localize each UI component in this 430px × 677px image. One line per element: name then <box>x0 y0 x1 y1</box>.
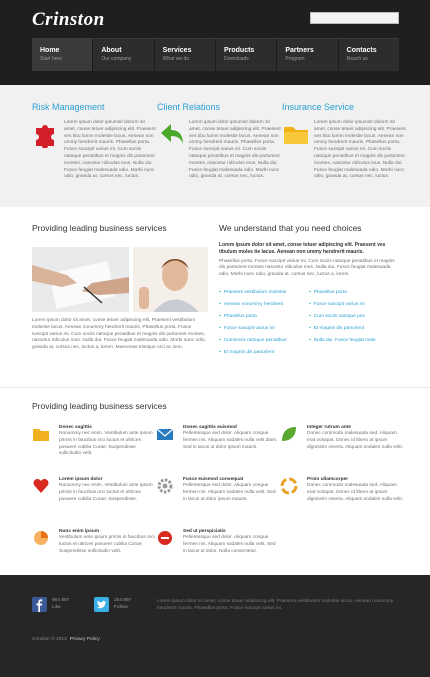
service-item <box>280 477 404 524</box>
nav-about[interactable] <box>93 39 154 71</box>
service-item <box>156 425 280 472</box>
feature-title[interactable]: Client Relations <box>157 102 221 112</box>
facebook-icon <box>32 597 47 612</box>
feature-text: Lorem ipsum dolor ipsumsit dolorm sit amet, conse tetuer adipiscing elit. Praesent ves tibu lumm molestie lacus. Aenean non ummy hendrerit mauris. Phasellus porta. Fusce suscipit varius mi. Cum sociis natoque penatibus et magnis dis parturient montes, nascetur ridiculus mus. Nulla dui. Fusce feugiat malesuada odio. Morbi nunc odio, gravida at, cursus nec, luctus. <box>314 120 406 180</box>
nav-title: Products <box>223 47 255 54</box>
service-text: Pellentesque sed dolor. Aliquam congue fermen nis. Aliquam sodales nulla velit diam. Sed in lacus ut dolor ipsum mauris. <box>183 431 278 450</box>
copyright <box>32 637 100 642</box>
list-item[interactable]: • Nulla dui. Fusce feugiat male <box>309 337 376 343</box>
nav-title: Partners <box>285 47 314 54</box>
feature-title[interactable]: Insurance Service <box>282 102 355 112</box>
list-item[interactable]: • Praesent vestibulum molestie <box>219 289 287 295</box>
leaf-icon <box>280 425 298 443</box>
heart-icon <box>32 477 50 495</box>
portrait-image <box>133 247 208 312</box>
section-title: Providing leading business services <box>32 401 167 411</box>
service-text: Pellentesque sed dolor. Aliquam congue fermen nis. Aliquam sodales nulla velit. Sed in lacus ut dolor. Nulla consectetur. <box>183 535 276 554</box>
nav-title: Services <box>162 47 192 54</box>
nav-sub: Downloads <box>223 56 249 62</box>
features-band <box>0 85 430 207</box>
handshake-image <box>32 247 129 312</box>
search-input[interactable] <box>310 12 399 24</box>
main-nav <box>32 38 399 71</box>
feature-insurance <box>282 102 406 207</box>
services-grid <box>32 425 402 576</box>
list-item[interactable]: • Fusce suscipit varius mi <box>219 325 275 331</box>
service-text: Nonummy nec enim. Vestibulum ante ipsum primis in faucibus orci luctus et ultrices posuere cubilia Curae; Suspendisse. <box>59 483 153 502</box>
section-title: Providing leading business services <box>32 223 167 233</box>
service-item <box>32 529 156 576</box>
nav-title: Contacts <box>346 47 377 54</box>
list-item[interactable]: • Et magnis dis parturient <box>309 325 365 331</box>
facebook-link[interactable] <box>32 597 69 612</box>
service-text: Donec commodo malesuada sed. Aliquam erat volutpat. Donec id libero at ipsum dignissim viverra. Aliquam sodales nulla velit. <box>307 483 403 502</box>
nav-products[interactable] <box>216 39 277 71</box>
list-item[interactable]: • Cumsociis natoque penatibus <box>219 337 287 343</box>
service-text: Nonummy nec enim. Vestibulum ante ipsum primis in faucibus orci luctus et ultrices posuere cubilia Curae; Suspendisse sollicitudin velit. <box>59 431 153 457</box>
puzzle-icon <box>32 120 60 148</box>
service-text: Pellentesque sed dolor. Aliquam congue fermen nis. Aliquam sodales nulla velit. Sed in lacus ut dolor ipsum mauris. <box>183 483 276 502</box>
providing-text: Lorem ipsum dolor sit amet, conse tetuer adipiscing elit. Praesent vestibulum molestie lacus. Aenean nonummy hendrerit mauris. Phasellus porta. Fusce suscipit varius mi. Cum sociis natoque penatibus et magnis dis parturient montes, nascetur ridiculus mus. Nulla dui. Fusce feugiat malesuada odio. Morbi nunc odio, gravida at, cursus nec, luctus a, lorem. Maecenas tristique orci ac sem. <box>32 318 206 351</box>
service-item <box>156 529 280 576</box>
service-item <box>156 477 280 524</box>
service-title[interactable]: Donec sagittis <box>59 425 92 430</box>
understand-text: Phasellus porta. Fusce suscipit varius mi. Cum sociis natoque penatibus et magnis dis parturient montes nascetur ridiculus mus. Nulla dui. Fusce feugiat malesuada odio. Morbi nunc odio, gravida at, cursus nec, luctus a, lorem. <box>219 258 395 278</box>
folder-icon <box>32 425 50 443</box>
twitter-label: Follow <box>114 605 128 610</box>
list-item[interactable]: • Cum sociis natoque pen <box>309 313 366 319</box>
nav-title: Home <box>40 47 60 54</box>
service-title[interactable]: Integer rutrum ante <box>307 425 351 430</box>
service-text: Donec commodo malesuada sed. Aliquam erat volutpat. Donec id libero at ipsum dignissim viverra. Aliquam sodales nulla velit. <box>307 431 403 450</box>
service-title[interactable]: Fusce euismod consequat <box>183 477 244 482</box>
nav-sub: Our company <box>101 56 132 62</box>
stop-icon <box>156 529 174 547</box>
feature-title[interactable]: Risk Management <box>32 102 105 112</box>
list-item[interactable]: • Fusce suscipit varius mi <box>309 301 365 307</box>
list-item[interactable]: • Phasellus porta <box>309 289 347 295</box>
footer <box>0 575 430 677</box>
service-title[interactable]: Nunc enim ipsum <box>59 529 99 534</box>
facebook-count: 964 897 <box>52 598 70 603</box>
list-item[interactable]: • Et magnis dis parturient <box>219 349 275 355</box>
folder-icon <box>282 120 310 148</box>
privacy-link[interactable]: Privacy Policy <box>69 637 100 642</box>
list-item[interactable]: • Aenean nonummy hendrerit <box>219 301 283 307</box>
twitter-count: 254 897 <box>114 598 132 603</box>
arrow-icon <box>157 120 185 148</box>
nav-contacts[interactable] <box>339 39 399 71</box>
nav-title: About <box>101 47 122 54</box>
service-text: Vestibulum ante ipsum primis in faucibus orci luctus et ultrices posuere cubilia Curae; Suspendisse sollicitudin velit. <box>59 535 155 554</box>
twitter-link[interactable] <box>94 597 131 612</box>
feature-risk <box>32 102 156 207</box>
feature-text: Lorem ipsum dolor ipsumsit dolorm sit amet, conse tetuer adipiscing elit. Praesent ves tibu lumm molestie lacus. Aenean non ummy hendrerit mauris. Phasellus porta. Fusce suscipit varius mi. Cum sociis natoque penatibus et magnis dis parturient montes, nascetur ridiculus mus. Nulla dui. Fusce feugiat malesuada odio. Morbi nunc odio, gravida at, cursus nec, luctus. <box>64 120 156 180</box>
link-list <box>309 287 399 359</box>
nav-home[interactable] <box>32 39 93 71</box>
services-band <box>0 387 430 571</box>
nav-services[interactable] <box>155 39 216 71</box>
understand-column <box>219 223 399 359</box>
about-band <box>0 207 430 387</box>
section-title: We understand that you need choices <box>219 223 362 233</box>
nav-sub: What we do <box>162 56 190 62</box>
lead-text: Lorem ipsum dolor sit amet, conse tetuer adipiscing elit. Praesent ves tibulum moles tie lacus. Aenean non ummy hendrerit mauris. <box>219 242 386 255</box>
service-title[interactable]: Proin ullamcorper <box>307 477 349 482</box>
logo[interactable]: Crinston <box>32 9 105 30</box>
feature-text: Lorem ipsum dolor ipsumsit dolorm sit amet, conse tetuer adipiscing elit. Praesent ves tibu lumm molestie lacus. Aenean non ummy hendrerit mauris. Phasellus porta. Fusce suscipit varius mi. Cum sociis natoque penatibus et magnis dis parturient montes, nascetur ridiculus mus. Nulla dui. Fusce feugiat malesuada odio. Morbi nunc odio, gravida at, cursus nec, luctus. <box>189 120 281 180</box>
service-item <box>280 425 404 472</box>
list-item[interactable]: • Phasellus porta <box>219 313 257 319</box>
nav-sub: Program <box>285 56 305 62</box>
link-list <box>219 287 309 359</box>
service-title[interactable]: Donec sagittis euismod <box>183 425 237 430</box>
footer-text: Lorem ipsum dolor sit amet, conse tetuer adipiscing elit. Praesent vestibulum molestie lacus. Aenean nonummy hendrerit mauris. Phasellus porta. Fusce suscipit varius mi. <box>157 599 394 611</box>
service-item <box>32 425 156 472</box>
recycle-icon <box>280 477 298 495</box>
service-title[interactable]: Sed ut perspiciatis <box>183 529 226 534</box>
facebook-label: Like <box>52 605 61 610</box>
gear-icon <box>156 477 174 495</box>
copyright-text: Crinston © 2013 <box>32 637 67 642</box>
nav-sub: Reach us <box>346 56 368 62</box>
providing-column <box>32 223 208 352</box>
twitter-icon <box>94 597 109 612</box>
service-item <box>32 477 156 524</box>
pie-chart-icon <box>32 529 50 547</box>
envelope-icon <box>156 425 174 443</box>
feature-client <box>157 102 281 207</box>
nav-sub: Start here <box>40 56 62 62</box>
header <box>0 0 430 85</box>
nav-partners[interactable] <box>277 39 338 71</box>
service-title[interactable]: Lorem ipsum dolor <box>59 477 103 482</box>
